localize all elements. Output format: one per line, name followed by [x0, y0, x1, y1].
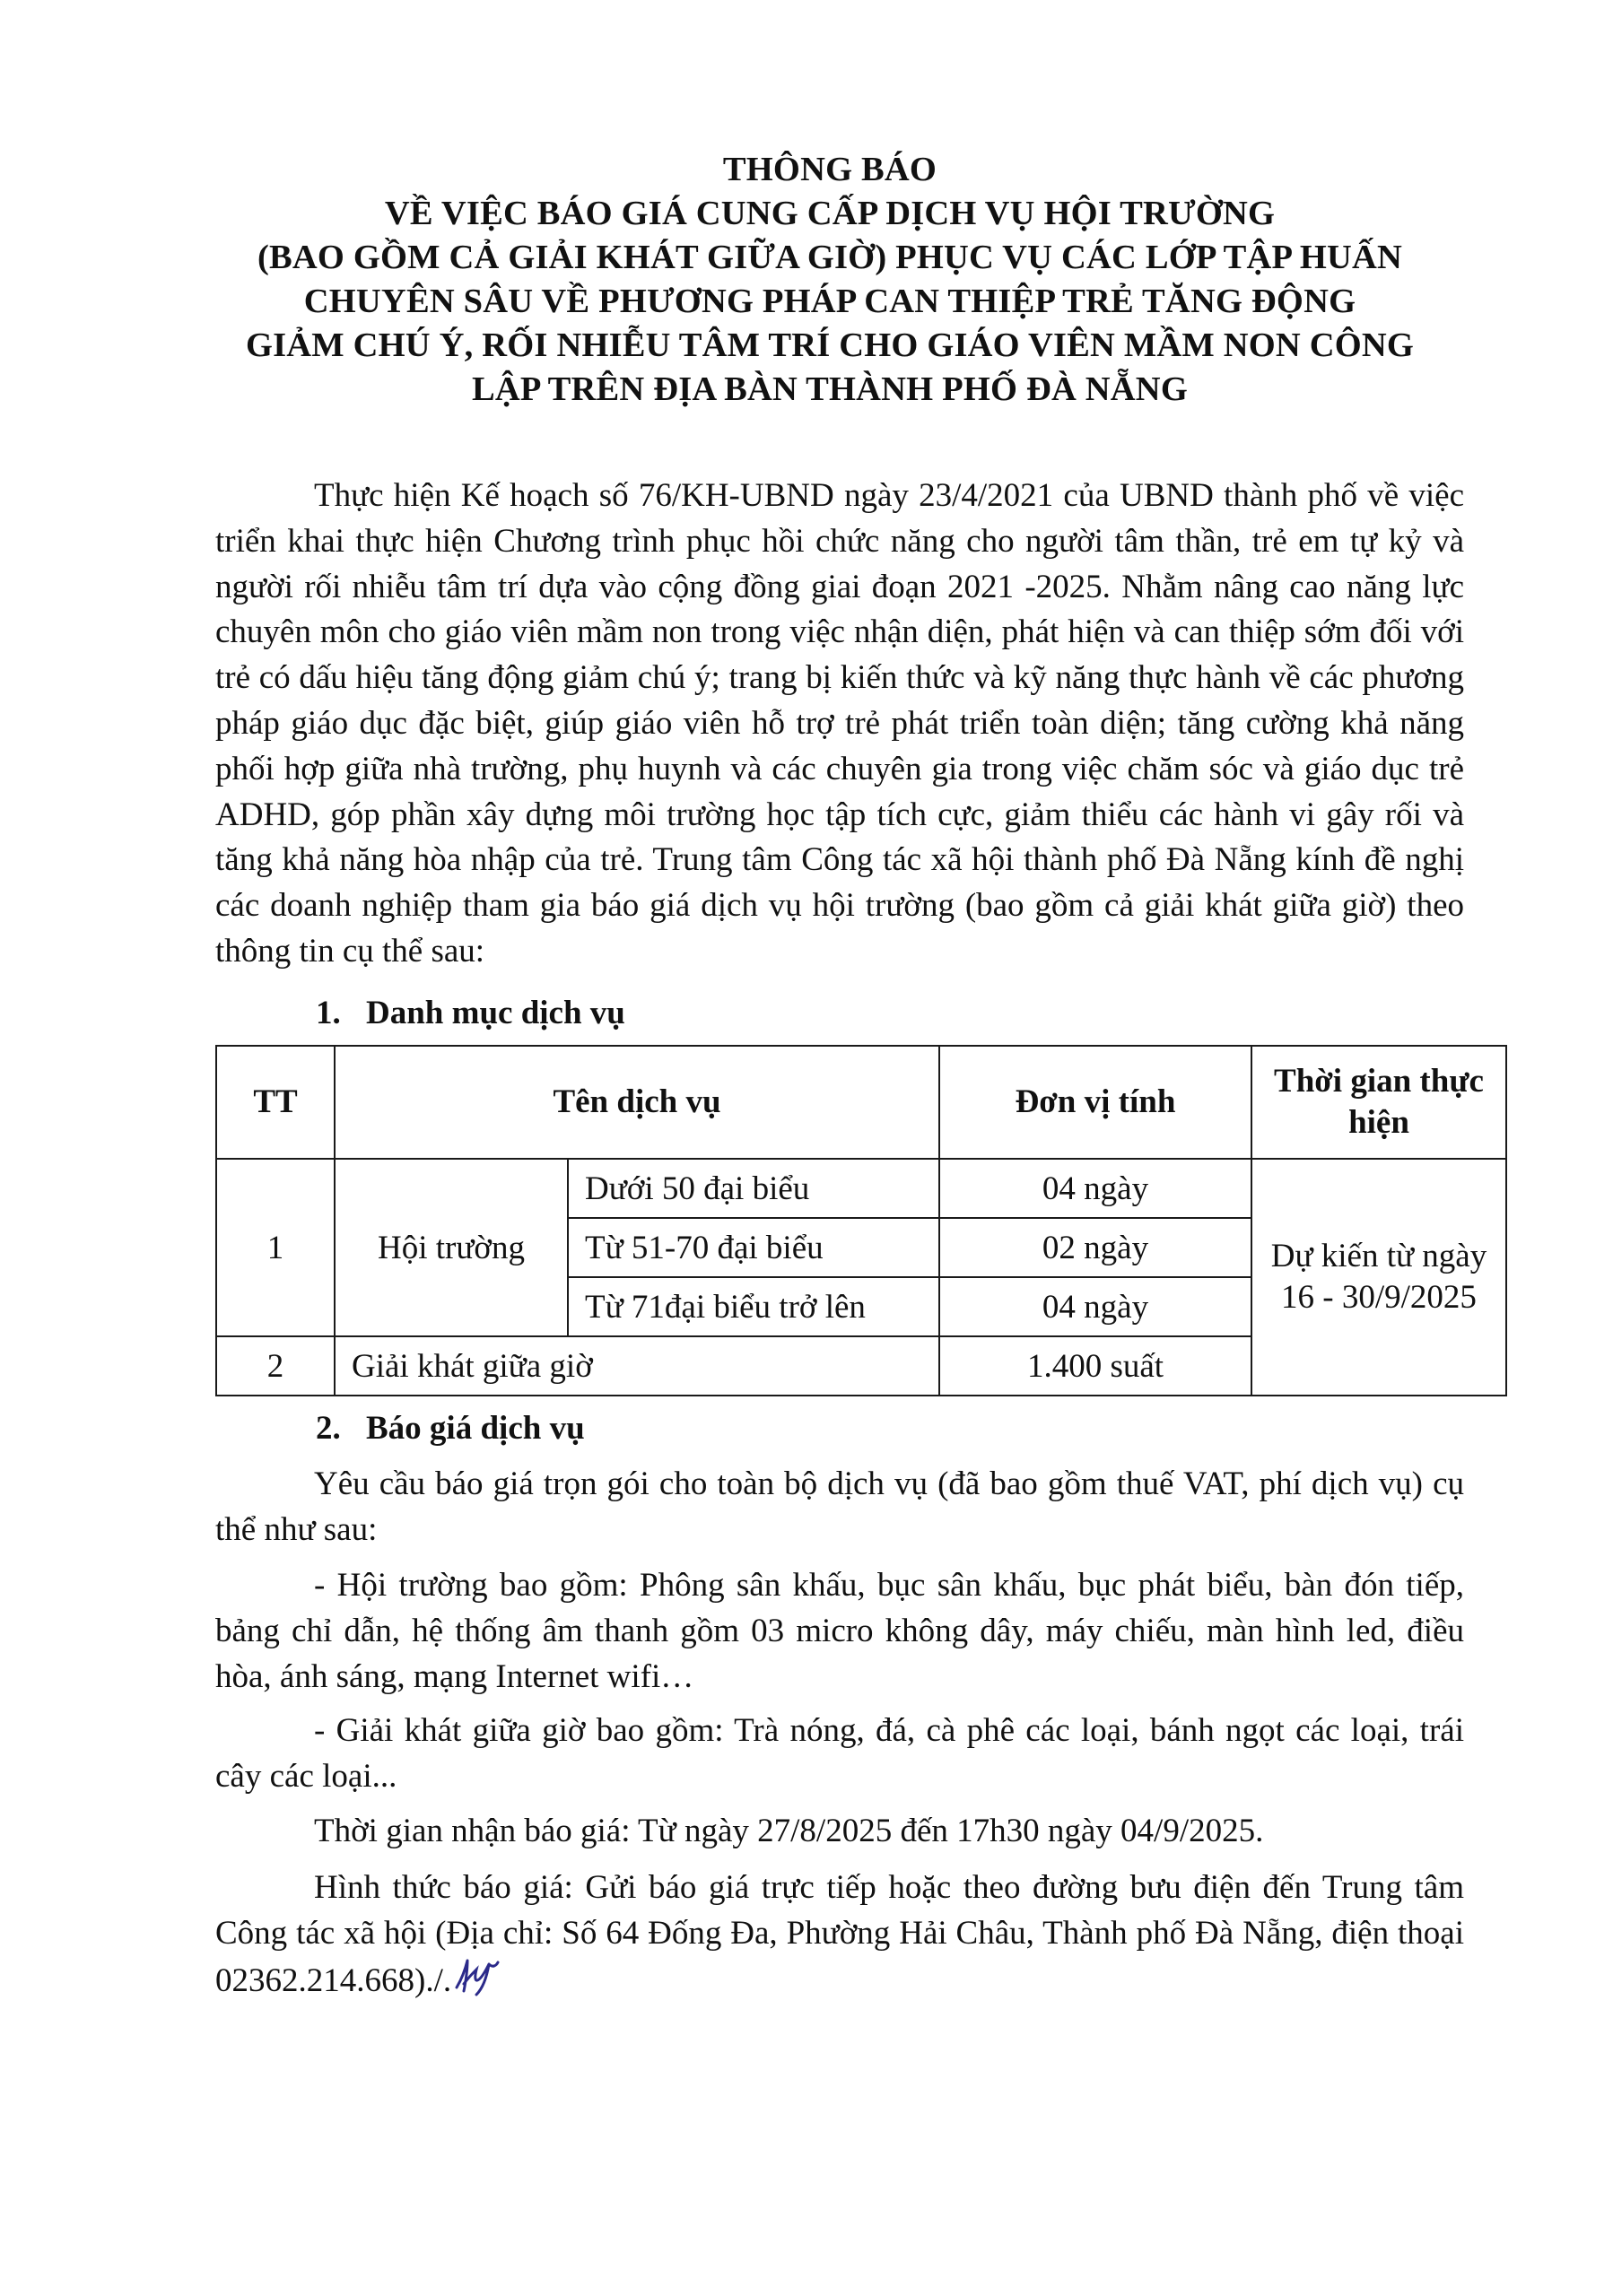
document-title [179, 148, 1480, 412]
sub-row-label: Dưới 50 đại biểu [568, 1159, 939, 1218]
row-1-name: Hội trường [335, 1159, 568, 1336]
row-1-tt: 1 [216, 1159, 335, 1336]
intro-paragraph: Thực hiện Kế hoạch số 76/KH-UBND ngày 23/4/2021 của UBND thành phố về việc triển khai thực hiện Chương trình phục hồi chức năng cho người tâm thần, trẻ em tự kỷ và người rối nhiễu tâm trí dựa vào cộng đồng giai đoạn 2021 -2025. Nhằm nâng cao năng lực chuyên môn cho giáo viên mầm non trong việc nhận diện, phát hiện và can thiệp sớm đối với trẻ có dấu hiệu tăng động giảm chú ý; trang bị kiến thức và kỹ năng thực hành về các phương pháp giáo dục đặc biệt, giúp giáo viên hỗ trợ trẻ phát triển toàn diện; tăng cường khả năng phối hợp giữa nhà trường, phụ huynh và các chuyên gia trong việc chăm sóc và giáo dục trẻ ADHD, góp phần xây dựng môi trường học tập tích cực, giảm thiểu các hành vi gây rối và tăng khả năng hòa nhập của trẻ. Trung tâm Công tác xã hội thành phố Đà Nẵng kính đề nghị các doanh nghiệp tham gia báo giá dịch vụ hội trường (bao gồm cả giải khát giữa giờ) theo thông tin cụ thể sau: [215, 477, 1464, 970]
quote-request: Yêu cầu báo giá trọn gói cho toàn bộ dịch vụ (đã bao gồm thuế VAT, phí dịch vụ) cụ thể như sau: [215, 1465, 1464, 1548]
section-title: Báo giá dịch vụ [366, 1410, 585, 1447]
title-line: THÔNG BÁO [722, 151, 937, 188]
section-1-heading [316, 991, 625, 1036]
title-line: GIẢM CHÚ Ý, RỐI NHIỄU TÂM TRÍ CHO GIÁO VIÊN MẦM NON CÔNG [245, 326, 1415, 364]
initials-signature-icon [453, 1957, 500, 1996]
sub-row-unit: 04 ngày [939, 1159, 1251, 1218]
title-line: VỀ VIỆC BÁO GIÁ CUNG CẤP DỊCH VỤ HỘI TRƯỜNG [384, 195, 1276, 232]
row-2-name: Giải khát giữa giờ [335, 1336, 939, 1396]
sub-row-unit: 04 ngày [939, 1277, 1251, 1336]
section-2-heading [316, 1406, 585, 1451]
header-service-name: Tên dịch vụ [335, 1046, 939, 1159]
header-time: Thời gian thực hiện [1251, 1046, 1506, 1159]
time-cell: Dự kiến từ ngày 16 - 30/9/2025 [1251, 1159, 1506, 1396]
quote-hall-items: - Hội trường bao gồm: Phông sân khấu, bục sân khấu, bục phát biểu, bàn đón tiếp, bảng chỉ dẫn, hệ thống âm thanh gồm 03 micro không dây, máy chiếu, màn hình led, điều hòa, ánh sáng, mạng Internet wifi… [215, 1567, 1464, 1695]
title-line: CHUYÊN SÂU VỀ PHƯƠNG PHÁP CAN THIỆP TRẺ TĂNG ĐỘNG [303, 283, 1356, 320]
quote-method [215, 1866, 1464, 2004]
section-number: 2. [316, 1410, 341, 1447]
sub-row-unit: 02 ngày [939, 1218, 1251, 1277]
title-line: LẬP TRÊN ĐỊA BÀN THÀNH PHỐ ĐÀ NẴNG [472, 370, 1188, 408]
sub-row-label: Từ 71đại biểu trở lên [568, 1277, 939, 1336]
row-2-unit: 1.400 suất [939, 1336, 1251, 1396]
table-row [216, 1159, 1506, 1218]
section-title: Danh mục dịch vụ [366, 995, 625, 1031]
service-table [215, 1045, 1507, 1396]
quote-refreshment-items: - Giải khát giữa giờ bao gồm: Trà nóng, đá, cà phê các loại, bánh ngọt các loại, trái cây các loại... [215, 1712, 1464, 1795]
title-line: (BAO GỒM CẢ GIẢI KHÁT GIỮA GIỜ) PHỤC VỤ CÁC LỚP TẬP HUẤN [257, 239, 1403, 276]
table-header-row [216, 1046, 1506, 1159]
quote-method-text: Hình thức báo giá: Gửi báo giá trực tiếp hoặc theo đường bưu điện đến Trung tâm Công tác xã hội (Địa chỉ: Số 64 Đống Đa, Phường Hải Châu, Thành phố Đà Nẵng, điện thoại 02362.214.668)./. [215, 1869, 1464, 1999]
row-2-tt: 2 [216, 1336, 335, 1396]
quote-receive-time: Thời gian nhận báo giá: Từ ngày 27/8/2025 đến 17h30 ngày 04/9/2025. [314, 1813, 1264, 1849]
header-tt: TT [216, 1046, 335, 1159]
header-unit: Đơn vị tính [939, 1046, 1251, 1159]
section-number: 1. [316, 995, 341, 1031]
sub-row-label: Từ 51-70 đại biểu [568, 1218, 939, 1277]
